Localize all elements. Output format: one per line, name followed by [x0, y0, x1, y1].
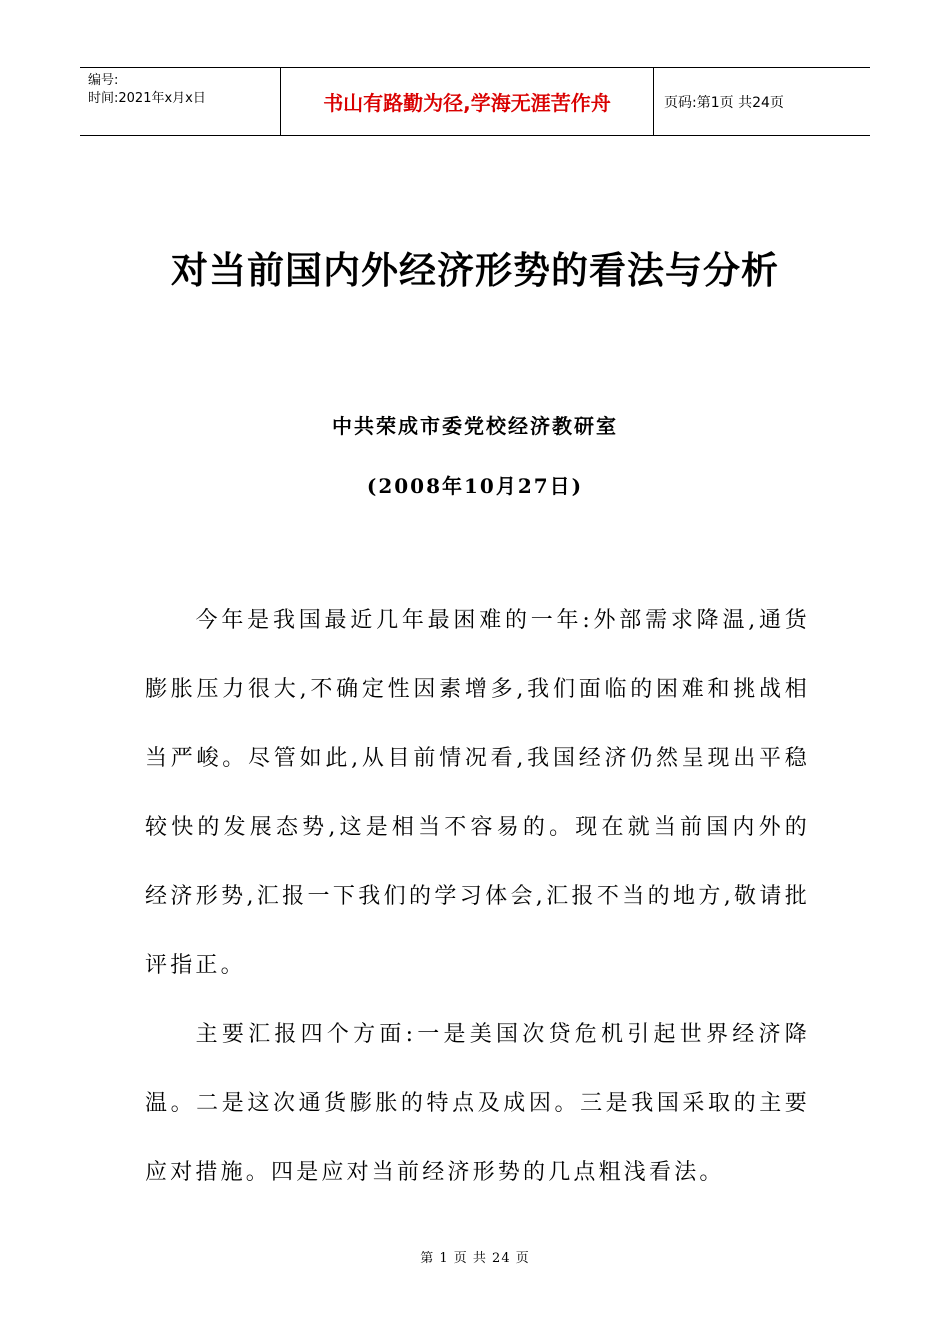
number-label: 编号:	[88, 73, 119, 88]
page-footer: 第 1 页 共 24 页	[420, 1251, 530, 1266]
body-text	[145, 586, 810, 1207]
header-table	[80, 67, 870, 136]
document-title: 对当前国内外经济形势的看法与分析	[171, 249, 779, 292]
page-code: 页码:第1页 共24页	[664, 94, 784, 111]
motto-text: 书山有路勤为径,学海无涯苦作舟	[323, 91, 611, 115]
time-label: 时间:2021年x月x日	[88, 91, 206, 106]
organization-line: 中共荣成市委党校经济教研室	[332, 414, 618, 438]
paragraph: 主要汇报四个方面:一是美国次贷危机引起世界经济降温。二是这次通货膨胀的特点及成因。三是我国采取的主要应对措施。四是应对当前经济形势的几点粗浅看法。	[145, 1022, 810, 1185]
header-page-cell	[654, 68, 870, 135]
date-line: (2008年10月27日)	[366, 474, 584, 498]
paragraph: 今年是我国最近几年最困难的一年:外部需求降温,通货膨胀压力很大,不确定性因素增多,我们面临的困难和挑战相当严峻。尽管如此,从目前情况看,我国经济仍然呈现出平稳较快的发展态势,这是相当不容易的。现在就当前国内外的经济形势,汇报一下我们的学习体会,汇报不当的地方,敬请批评指正。	[145, 608, 810, 978]
header-motto-cell	[281, 68, 654, 135]
header-meta-cell	[80, 68, 281, 135]
